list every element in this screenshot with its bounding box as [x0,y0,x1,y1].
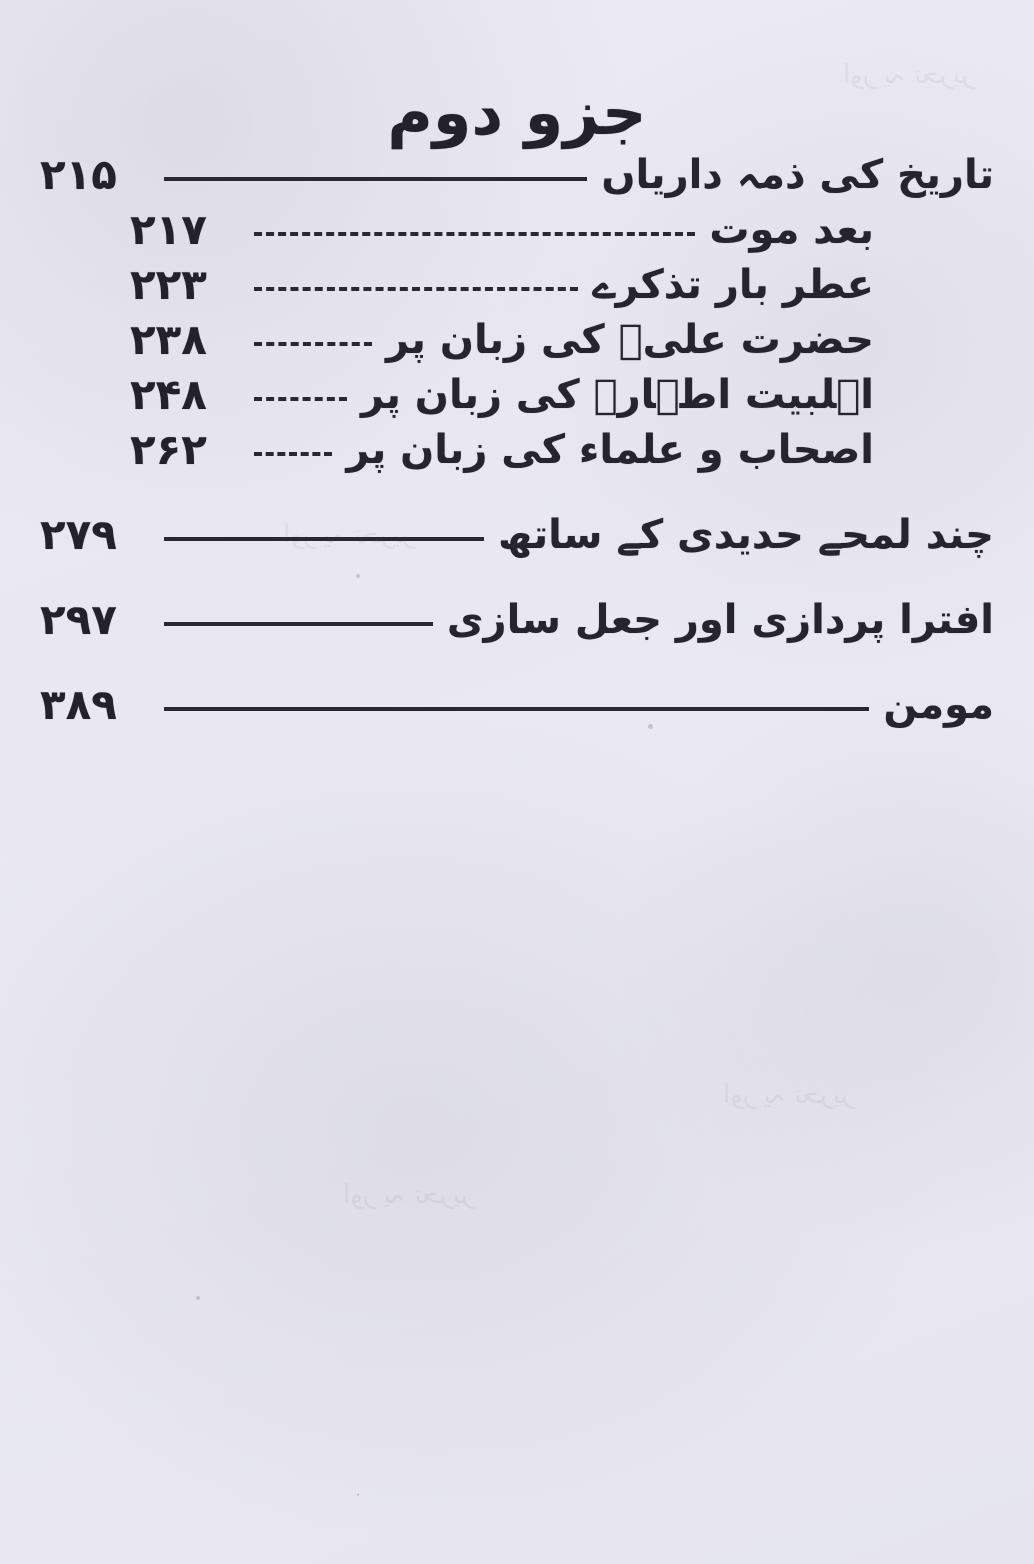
toc-entry-page: ۲۲۳ [130,260,207,309]
toc-entry[interactable] [40,595,994,644]
toc-leader-line [254,452,332,456]
toc-entry-title: عطر بار تذکرے [592,261,874,308]
toc-entry-title: اہلبیت اطہارؑ کی زبان پر [360,371,874,418]
toc-entry-page: ۲۶۲ [130,425,207,474]
toc-entry-page: ۲۱۵ [40,150,117,199]
toc-leader-line [164,622,433,626]
paper-speck [196,1296,200,1300]
showthrough-artifact-4: اور یہ تحریر [342,1180,474,1210]
toc-entry-title: مومن [883,681,994,728]
toc-leader-line [254,287,578,291]
toc-entry-title: اصحاب و علماء کی زبان پر [346,426,874,473]
showthrough-artifact-2: اور یہ تحریر [282,520,414,550]
toc-entry-page: ۲۷۹ [40,510,117,559]
toc-entry[interactable] [40,205,994,254]
showthrough-artifact-3: اور یہ تحریر [722,1080,854,1110]
section-gap [40,565,994,595]
table-of-contents [40,150,994,735]
toc-leader-line [254,232,695,236]
toc-entry[interactable] [40,315,994,364]
toc-entry-page: ۲۱۷ [130,205,207,254]
toc-entry-title: حضرت علیؑ کی زبان پر [386,316,874,363]
toc-entry-page: ۲۹۷ [40,595,117,644]
section-gap [40,480,994,510]
section-gap [40,650,994,680]
toc-leader-line [164,537,484,541]
page-title: جزو دوم [387,75,647,149]
toc-entry-title: افترا پردازی اور جعل سازی [446,596,994,643]
toc-leader-line [254,342,372,346]
toc-entry-page: ۲۴۸ [130,370,207,419]
toc-entry-page: ۲۳۸ [130,315,207,364]
toc-leader-line [254,397,347,401]
toc-entry[interactable] [40,510,994,559]
toc-entry[interactable] [40,150,994,199]
showthrough-artifact-1: اور یہ تحریر [842,60,974,90]
toc-leader-line [164,707,869,711]
toc-entry[interactable] [40,370,994,419]
toc-leader-line [164,177,587,181]
toc-entry-page: ۳۸۹ [40,680,117,729]
bottom-page-mark: · [356,1488,360,1502]
toc-entry-title: بعد موت [709,206,874,253]
toc-entry[interactable] [40,425,994,474]
toc-entry-title: تاریخ کی ذمہ داریاں [601,151,994,198]
toc-entry[interactable] [40,260,994,309]
toc-entry[interactable] [40,680,994,729]
toc-entry-title: چند لمحے حدیدی کے ساتھ [497,511,994,558]
